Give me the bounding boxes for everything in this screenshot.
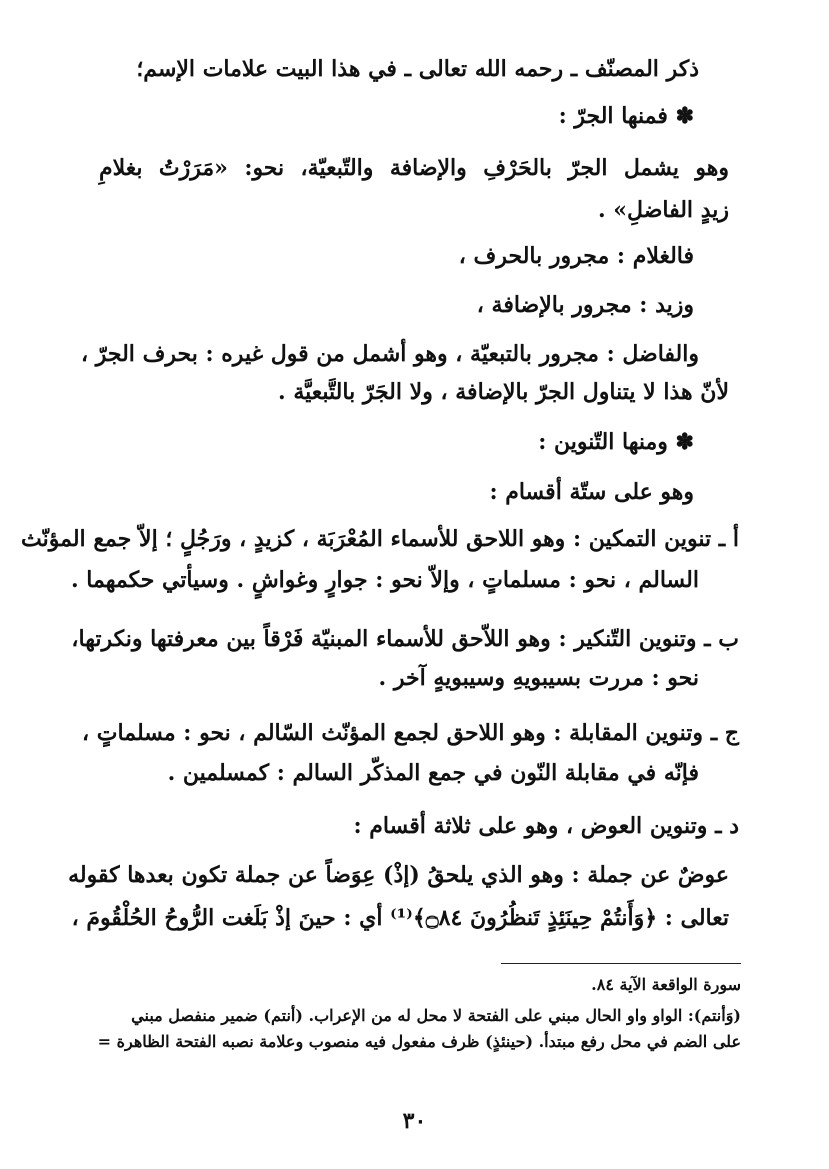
fadil-line-1: والفاضل : مجرور بالتبعيّة ، وهو أشمل من قول غيره : بحرف الجرّ ، (81, 341, 699, 367)
ghulam-line: فالغلام : مجرور بالحرف ، (458, 243, 694, 269)
tankeer-line-1: ب ـ وتنوين التّنكير : وهو اللاّحق للأسماء المبنيّة فَرْقاً بين معرفتها ونكرتها، (71, 626, 739, 652)
tamkeen-line-1: أ ـ تنوين التمكين : وهو اللاحق للأسماء المُعْرَبَة ، كزيدٍ ، ورَجُلٍ ؛ إلاّ جمع المؤنّث (21, 526, 739, 552)
footnote-2-line-2: على الضم في محل رفع مبتدأ. (حينئذٍ) ظرف مفعول فيه منصوب وعلامة نصبه الفتحة الظاهرة = (97, 1032, 741, 1051)
muqabala-line-1: ج ـ وتنوين المقابلة : وهو اللاحق لجمع المؤنّث السّالم ، نحو : مسلماتٍ ، (82, 720, 739, 746)
footnote-separator (501, 963, 741, 964)
intro-line: ذكر المصنّف ـ رحمه الله تعالى ـ في هذا البيت علامات الإسم؛ (136, 56, 699, 82)
muqabala-line-2: فإنّه في مقابلة النّون في جمع المذكّر السالم : كمسلمين . (167, 760, 699, 786)
tanween-heading: ✽ ومنها التّنوين : (538, 429, 694, 455)
tamkeen-line-2: السالم ، نحو : مسلماتٍ ، وإلاّ نحو : جوارٍ وغواشٍ . وسيأتي حكمهما . (70, 567, 699, 593)
jarr-heading: ✽ فمنها الجرّ : (558, 103, 694, 129)
iwad-line-2: تعالى : ﴿وَأَنتُمْ حِينَئِذٍ تَنظُرُونَ ۝٨٤﴾⁽¹⁾ أي : حينَ إذْ بَلَغت الرُّوحُ الحُلْقُومَ ، (71, 905, 729, 931)
tankeer-line-2: نحو : مررت بسيبويهِ وسيبويهٍ آخر . (378, 665, 699, 691)
tanween-intro: وهو على ستّة أقسام : (489, 479, 694, 505)
iwad-line-1: عوضٌ عن جملة : وهو الذي يلحقُ (إذْ) عِوَضاً عن جملة تكون بعدها كقوله (68, 862, 729, 888)
footnote-1: سورة الواقعة الآية ٨٤. (591, 975, 741, 994)
jarr-description-line-2: زيدٍ الفاضلِ» . (597, 197, 729, 223)
fadil-line-2: لأنّ هذا لا يتناول الجرّ بالإضافة ، ولا الجَرّ بالتَّبعيَّة . (278, 379, 729, 405)
zayd-line: وزيد : مجرور بالإضافة ، (476, 292, 694, 318)
jarr-description-line-1: وهو يشمل الجرّ بالحَرْفِ والإضافة والتّبعيّة، نحو: «مَرَرْتُ بغلامِ (99, 155, 729, 181)
iwad-heading: د ـ وتنوين العوض ، وهو على ثلاثة أقسام : (353, 813, 739, 839)
footnote-2-line-1: (وَأنتم): الواو واو الحال مبني على الفتحة لا محل له من الإعراب. (أنتم) ضمير منفصل مبني (131, 1006, 741, 1025)
page-number: ٣٠ (402, 1108, 427, 1134)
